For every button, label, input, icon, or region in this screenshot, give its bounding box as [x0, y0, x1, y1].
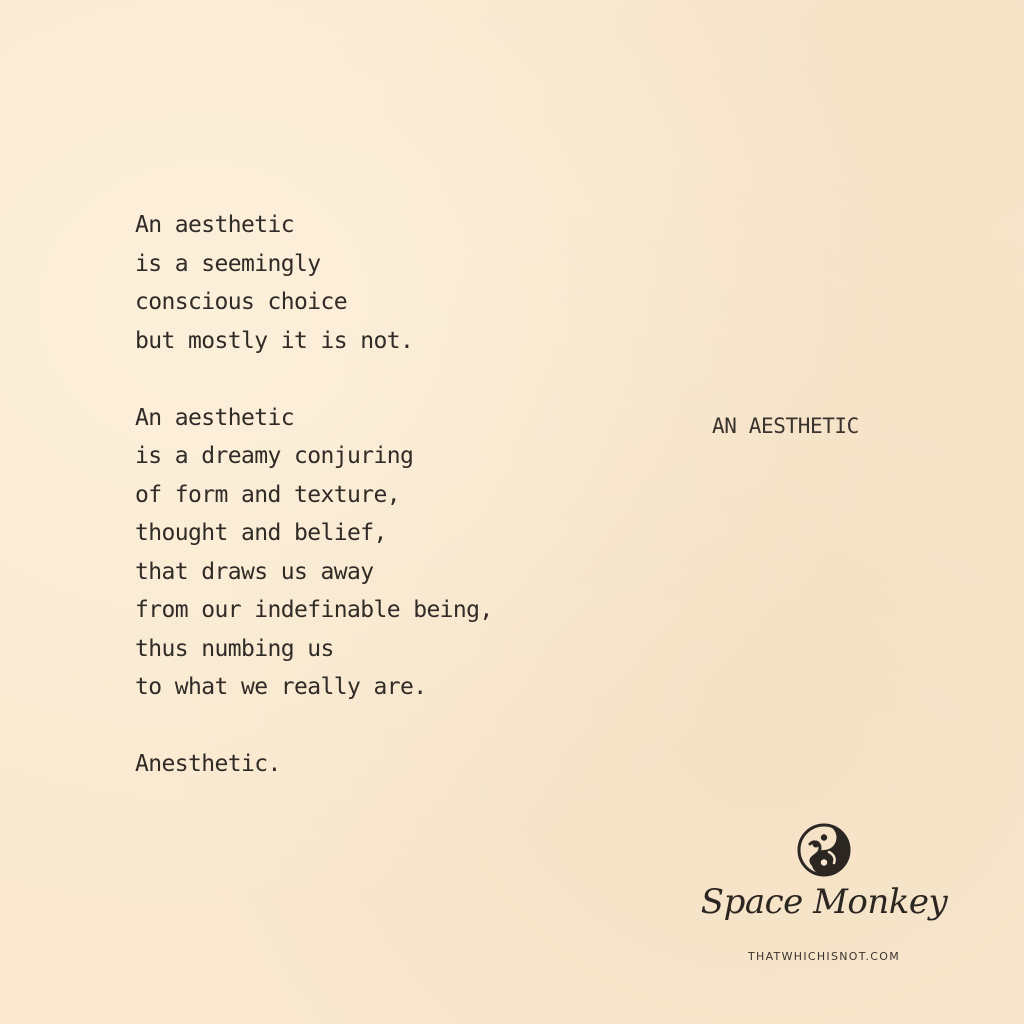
poem-line: is a seemingly: [135, 250, 321, 277]
poem-line: from our indefinable being,: [135, 597, 493, 623]
stanza-1: [135, 206, 615, 360]
logo-wordmark: Space Monkey: [700, 882, 948, 922]
poem-line: to what we really are.: [135, 674, 427, 700]
poem-line: that draws us away: [135, 558, 374, 585]
poem-line: of form and texture,: [135, 481, 400, 508]
stanza-2: [135, 399, 615, 707]
poem-line: Anesthetic.: [135, 751, 281, 777]
yin-yang-monkey-icon: [796, 822, 852, 878]
poem-line: is a dreamy conjuring: [135, 443, 414, 469]
space-monkey-logo: [690, 818, 958, 978]
poem-line: An aesthetic: [135, 212, 294, 238]
poem-title: AN AESTHETIC: [712, 414, 859, 438]
poem-line: An aesthetic: [135, 404, 294, 431]
poem-line: conscious choice: [135, 289, 347, 315]
poem: [135, 206, 615, 784]
stanza-3: [135, 745, 615, 784]
poem-line: thought and belief,: [135, 520, 387, 546]
poem-line: but mostly it is not.: [135, 327, 414, 354]
poem-line: thus numbing us: [135, 635, 334, 662]
logo-url: THATWHICHISNOT.COM: [748, 950, 900, 963]
